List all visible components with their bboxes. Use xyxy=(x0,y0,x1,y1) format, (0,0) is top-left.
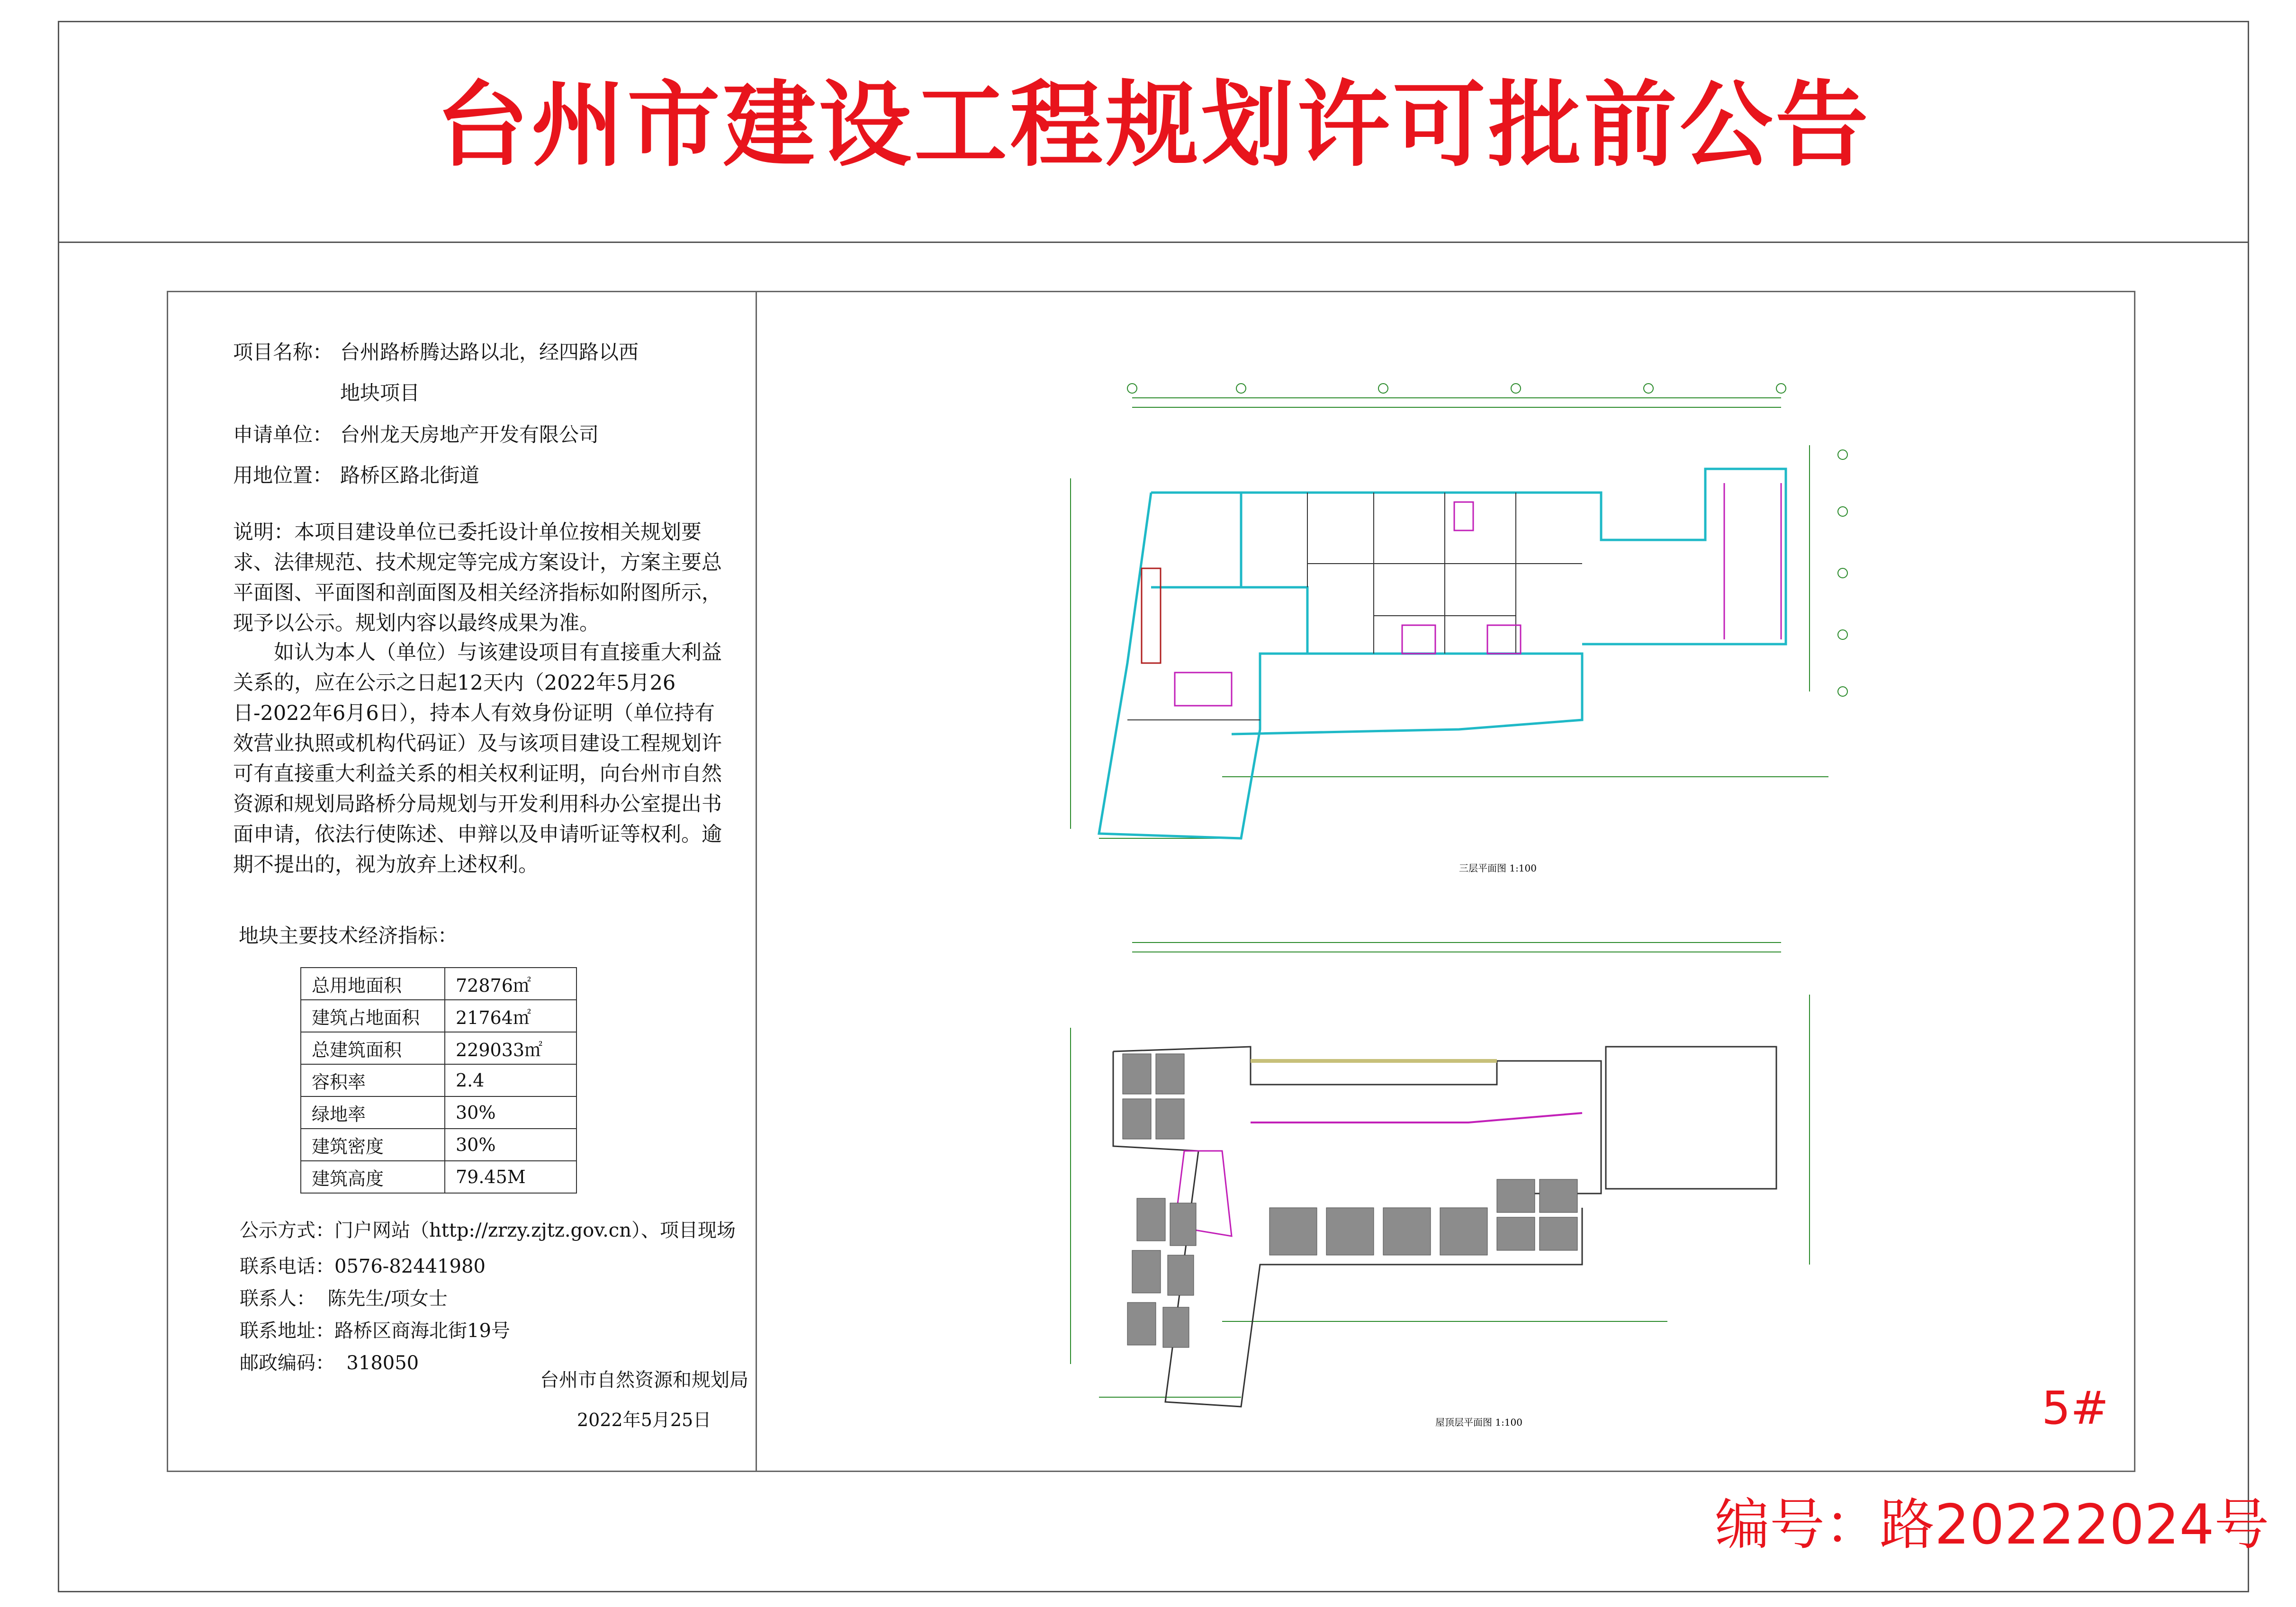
project-name-label: 项目名称： xyxy=(233,341,333,364)
metrics-heading: 地块主要技术经济指标： xyxy=(239,924,458,947)
third-floor-plan xyxy=(1042,360,1876,900)
roof-edge-magenta xyxy=(1251,1113,1582,1122)
metric-value: 30% xyxy=(445,1129,576,1161)
metric-label: 建筑高度 xyxy=(301,1161,445,1193)
wall-outline xyxy=(1099,469,1786,838)
issue-date: 2022年5月25日 xyxy=(577,1409,711,1430)
dimension-lines xyxy=(1071,398,1828,838)
contact-postcode: 邮政编码： 318050 xyxy=(240,1352,419,1374)
issuer: 台州市自然资源和规划局 xyxy=(540,1369,748,1391)
sheet-number: 5# xyxy=(2042,1382,2109,1435)
magenta-accents xyxy=(1175,483,1781,706)
roof-plan xyxy=(1042,924,1876,1435)
contact-phone: 联系电话：0576-82441980 xyxy=(240,1256,486,1277)
solar-panels xyxy=(1123,1054,1577,1347)
table-row xyxy=(301,968,576,1000)
plan-caption-roof: 屋顶层平面图 1:100 xyxy=(1435,1417,1522,1428)
metric-label: 总用地面积 xyxy=(301,968,445,1000)
location-label: 用地位置： xyxy=(233,464,333,487)
applicant-label: 申请单位： xyxy=(233,423,333,446)
metric-value: 79.45M xyxy=(445,1161,576,1193)
notice-paragraph-2: 如认为本人（单位）与该建设项目有直接重大利益关系的，应在公示之日起12天内（2022年5月26日-2022年6月6日），持本人有效身份证明（单位持有效营业执照或机构代码证）及与该项目建设工程规划许可有直接重大利益关系的相关权利证明，向台州市自然资源和规划局路桥分局规划与开发利用科办公室提出书面申请，依法行使陈述、申辩以及申请听证等权利。逾期不提出的，视为放弃上述权利。 xyxy=(233,641,722,877)
metric-value: 72876㎡ xyxy=(445,968,576,1000)
metric-value: 2.4 xyxy=(445,1064,576,1096)
board-divider xyxy=(756,291,757,1472)
plan-caption-third-floor: 三层平面图 1:100 xyxy=(1459,862,1537,874)
location: 路桥区路北街道 xyxy=(340,464,480,487)
metrics-table xyxy=(300,967,577,1194)
metric-label: 绿地率 xyxy=(301,1096,445,1129)
metric-value: 30% xyxy=(445,1096,576,1129)
metric-label: 建筑占地面积 xyxy=(301,1000,445,1032)
project-name-cont: 地块项目 xyxy=(340,381,420,404)
metric-label: 总建筑面积 xyxy=(301,1032,445,1064)
table-row xyxy=(301,1161,576,1193)
project-name: 台州路桥腾达路以北，经四路以西 xyxy=(340,341,639,364)
metric-value: 21764㎡ xyxy=(445,1000,576,1032)
table-row xyxy=(301,1032,576,1064)
page-title: 台州市建设工程规划许可批前公告 xyxy=(435,72,1871,180)
publicity-method: 公示方式：门户网站（http://zrzy.zjtz.gov.cn）、项目现场 xyxy=(240,1220,736,1241)
contact-person: 联系人： 陈先生/项女士 xyxy=(240,1288,448,1310)
table-row xyxy=(301,1129,576,1161)
table-row xyxy=(301,1096,576,1129)
title-divider xyxy=(58,242,2249,243)
contact-address: 联系地址：路桥区商海北街19号 xyxy=(240,1320,510,1342)
interior-walls xyxy=(1127,493,1582,720)
metric-value: 229033㎡ xyxy=(445,1032,576,1064)
stair-block xyxy=(1142,568,1161,663)
table-row xyxy=(301,1000,576,1032)
permit-number: 编号：路20222024号 xyxy=(1715,1493,2269,1557)
applicant: 台州龙天房地产开发有限公司 xyxy=(340,423,599,446)
notice-paragraph-1: 说明：本项目建设单位已委托设计单位按相关规划要求、法律规范、技术规定等完成方案设计，方案主要总平面图、平面图和剖面图及相关经济指标如附图所示，现予以公示。规划内容以最终成果为准。 xyxy=(233,521,722,635)
metric-label: 建筑密度 xyxy=(301,1129,445,1161)
metric-label: 容积率 xyxy=(301,1064,445,1096)
table-row xyxy=(301,1064,576,1096)
